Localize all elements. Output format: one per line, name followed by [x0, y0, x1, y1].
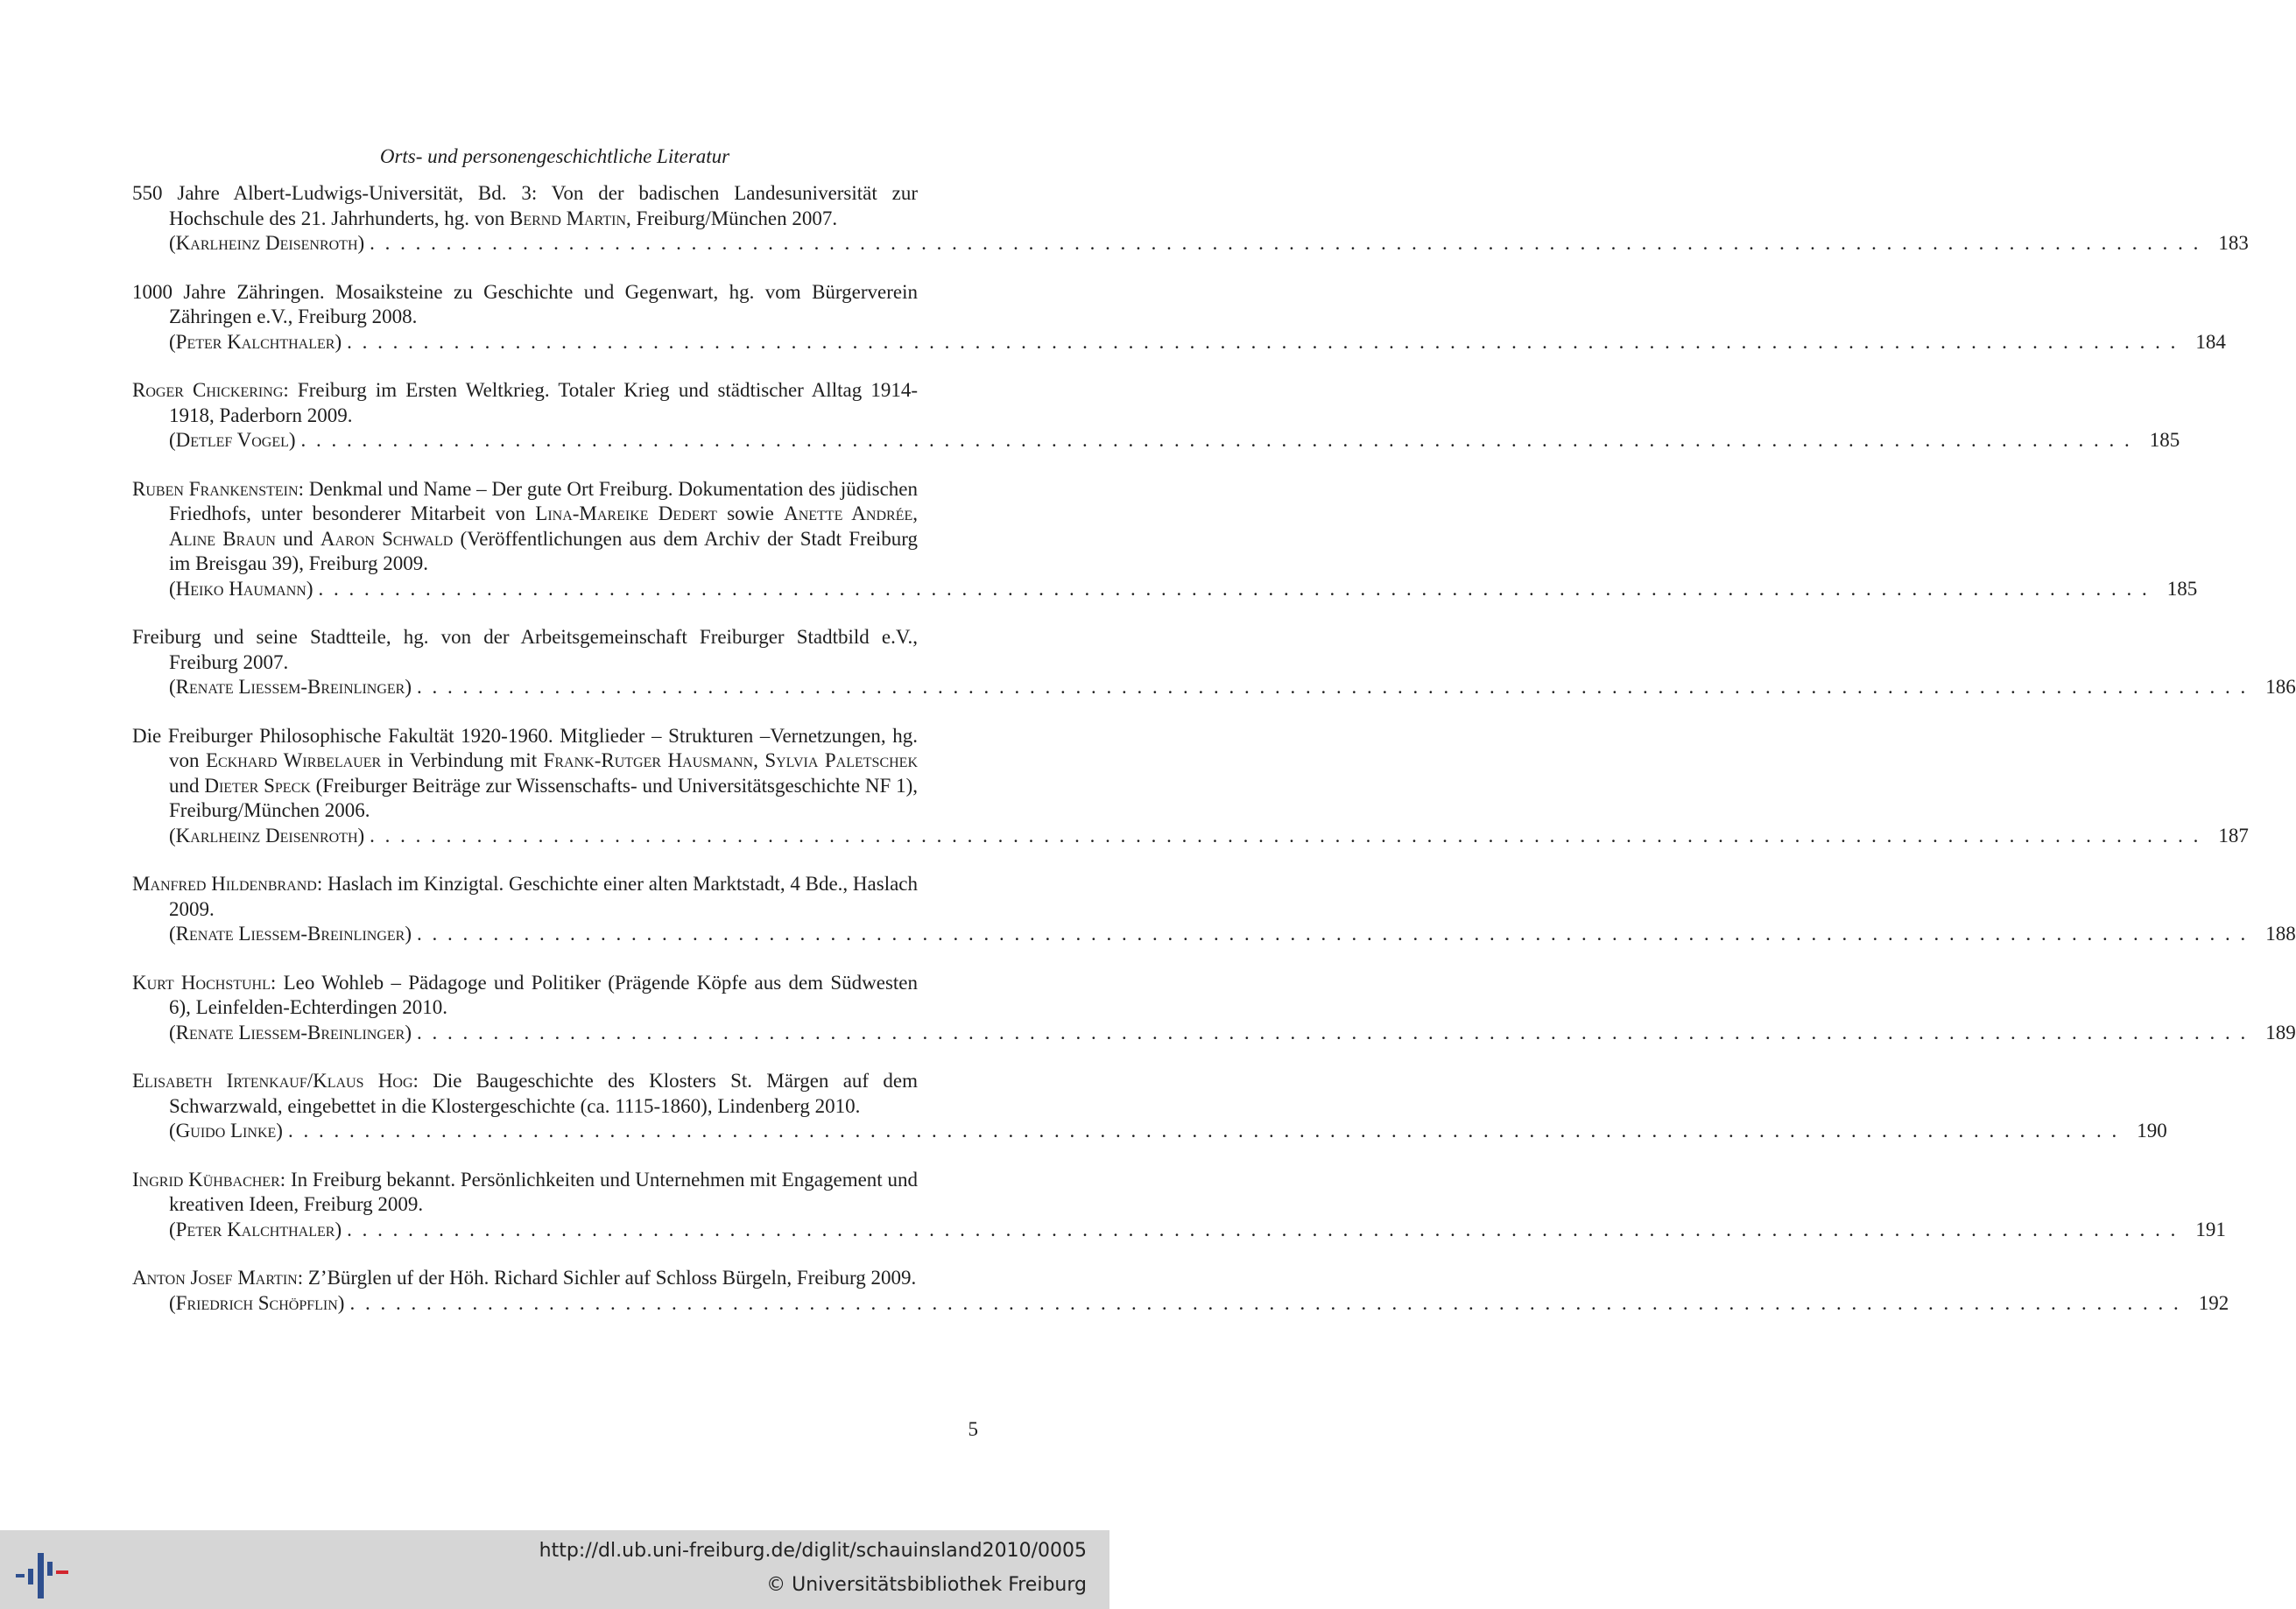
- entry-citation: [132, 1168, 918, 1218]
- page-reference: 186: [2265, 676, 2296, 698]
- review-line: [132, 1119, 2167, 1144]
- citation-text: sowie: [716, 502, 785, 524]
- reviewer-name: (Karlheinz Deisenroth): [169, 232, 365, 254]
- dot-leader: . . . . . . . . . . . . . . . . . . . . . . . . . . . . . . . . . . . . . . . . . . . . . . . . . . . . . . . . . . . . . . . . . . . . . . . . . . . . . . . . . . . . . . . . . . . . . . . . . . . . . . . . . . . . . . . . . . . . . . . .: [417, 1021, 2249, 1043]
- bibliography-list: [132, 181, 2296, 1339]
- author-name: Anton Josef Martin: [132, 1267, 298, 1289]
- author-name: Klaus Hog: [313, 1070, 413, 1092]
- reviewer-name: (Renate Liessem-Breinlinger): [169, 676, 412, 698]
- citation-text: : Die Baugeschichte des Klosters St. Märgen auf dem Schwarzwald, eingebettet in die Klostergeschichte (ca. 1115-1860), Lindenberg 2010.: [169, 1070, 918, 1117]
- bibliography-entry: [132, 477, 2198, 602]
- page-reference: 187: [2218, 824, 2249, 847]
- citation-text: , Freiburg/München 2007.: [626, 207, 838, 229]
- review-line: [132, 428, 2180, 453]
- author-name: Aaron Schwald: [320, 527, 454, 550]
- review-line: [132, 824, 2249, 849]
- citation-text: : In Freiburg bekannt. Persönlichkeiten und Unternehmen mit Engagement und kreativen Ideen, Freiburg 2009.: [169, 1168, 918, 1215]
- page-reference: 192: [2198, 1291, 2229, 1314]
- author-name: Manfred Hildenbrand: [132, 873, 317, 895]
- citation-text: : Denkmal und Name – Der gute Ort Freiburg. Dokumentation des jüdischen Friedhofs, unter besonderer Mitarbeit von: [169, 477, 918, 524]
- entry-citation: [132, 724, 918, 824]
- dot-leader: . . . . . . . . . . . . . . . . . . . . . . . . . . . . . . . . . . . . . . . . . . . . . . . . . . . . . . . . . . . . . . . . . . . . . . . . . . . . . . . . . . . . . . . . . . . . . . . . . . . . . . . . . . . . . . . . . . . . . . . .: [417, 923, 2249, 945]
- review-line: [132, 1021, 2296, 1046]
- author-name: Anette Andrée: [784, 502, 913, 524]
- entry-citation: [132, 971, 918, 1021]
- review-line: [132, 577, 2198, 602]
- reviewer-name: (Peter Kalchthaler): [169, 1218, 342, 1240]
- author-name: Dieter Speck: [204, 774, 311, 797]
- dot-leader: . . . . . . . . . . . . . . . . . . . . . . . . . . . . . . . . . . . . . . . . . . . . . . . . . . . . . . . . . . . . . . . . . . . . . . . . . . . . . . . . . . . . . . . . . . . . . . . . . . . . . . . . . . . . . . . . . . . . . . . .: [347, 330, 2179, 353]
- dot-leader: . . . . . . . . . . . . . . . . . . . . . . . . . . . . . . . . . . . . . . . . . . . . . . . . . . . . . . . . . . . . . . . . . . . . . . . . . . . . . . . . . . . . . . . . . . . . . . . . . . . . . . . . . . . . . . . . . . . . . . . .: [417, 676, 2249, 698]
- bibliography-entry: [132, 971, 2296, 1046]
- page-reference: 191: [2195, 1218, 2226, 1240]
- review-line: [132, 922, 2296, 947]
- page-reference: 184: [2195, 330, 2226, 353]
- citation-text: : Freiburg im Ersten Weltkrieg. Totaler Krieg und städtischer Alltag 1914-1918, Paderborn 2009.: [169, 379, 918, 426]
- entry-citation: [132, 625, 918, 675]
- entry-citation: [132, 1069, 918, 1119]
- reviewer-name: (Peter Kalchthaler): [169, 330, 342, 353]
- bibliography-entry: [132, 872, 2296, 947]
- dot-leader: . . . . . . . . . . . . . . . . . . . . . . . . . . . . . . . . . . . . . . . . . . . . . . . . . . . . . . . . . . . . . . . . . . . . . . . . . . . . . . . . . . . . . . . . . . . . . . . . . . . . . . . . . . . . . . . . . . . . . . . .: [349, 1291, 2181, 1314]
- reviewer-name: (Karlheinz Deisenroth): [169, 824, 365, 847]
- footer-url-link[interactable]: http://dl.ub.uni-freiburg.de/diglit/schauinsland2010/0005: [539, 1540, 1087, 1562]
- library-logo-icon: [12, 1541, 74, 1602]
- reviewer-name: (Detlef Vogel): [169, 429, 296, 451]
- citation-text: ,: [753, 749, 765, 771]
- author-name: Lina-Mareike Dedert: [535, 502, 717, 524]
- page-reference: 188: [2265, 923, 2296, 945]
- author-name: Kurt Hochstuhl: [132, 971, 271, 994]
- page-reference: 183: [2218, 232, 2249, 254]
- entry-citation: [132, 280, 918, 330]
- page-reference: 189: [2265, 1021, 2296, 1043]
- author-name: Sylvia Paletschek: [764, 749, 919, 771]
- author-name: Aline Braun: [169, 527, 276, 550]
- citation-text: Die Freiburger Philosophische Fakultät 1920-1960. Mitglieder – Strukturen –Vernetzungen, hg. von: [132, 724, 918, 771]
- page-reference: 185: [2166, 577, 2198, 600]
- bibliography-entry: [132, 181, 2249, 256]
- dot-leader: . . . . . . . . . . . . . . . . . . . . . . . . . . . . . . . . . . . . . . . . . . . . . . . . . . . . . . . . . . . . . . . . . . . . . . . . . . . . . . . . . . . . . . . . . . . . . . . . . . . . . . . . . . . . . . . . . . . . . . . .: [347, 1218, 2179, 1240]
- review-line: [132, 1218, 2226, 1243]
- citation-text: /: [306, 1070, 313, 1092]
- page-number: 5: [968, 1418, 978, 1440]
- review-line: [132, 330, 2226, 355]
- page-reference: 185: [2149, 429, 2180, 451]
- author-name: Ruben Frankenstein: [132, 477, 299, 500]
- bibliography-entry: [132, 724, 2249, 849]
- citation-text: in Verbindung mit: [381, 749, 544, 771]
- citation-text: 1000 Jahre Zähringen. Mosaiksteine zu Geschichte und Gegenwart, hg. vom Bürgerverein Zähringen e.V., Freiburg 2008.: [132, 280, 918, 327]
- author-name: Frank-Rutger Hausmann: [543, 749, 754, 771]
- review-line: [132, 675, 2296, 700]
- page-reference: 190: [2137, 1120, 2167, 1142]
- citation-text: : Z’Bürglen uf der Höh. Richard Sichler auf Schloss Bürgeln, Freiburg 2009.: [297, 1267, 917, 1289]
- dot-leader: . . . . . . . . . . . . . . . . . . . . . . . . . . . . . . . . . . . . . . . . . . . . . . . . . . . . . . . . . . . . . . . . . . . . . . . . . . . . . . . . . . . . . . . . . . . . . . . . . . . . . . . . . . . . . . . . . . . . . . . .: [318, 577, 2150, 600]
- reviewer-name: (Guido Linke): [169, 1120, 283, 1142]
- dot-leader: . . . . . . . . . . . . . . . . . . . . . . . . . . . . . . . . . . . . . . . . . . . . . . . . . . . . . . . . . . . . . . . . . . . . . . . . . . . . . . . . . . . . . . . . . . . . . . . . . . . . . . . . . . . . . . . . . . . . . . . .: [370, 824, 2201, 847]
- citation-text: ,: [912, 502, 918, 524]
- citation-text: : Leo Wohleb – Pädagoge und Politiker (Prägende Köpfe aus dem Südwesten 6), Leinfelden-Echterdingen 2010.: [169, 971, 918, 1018]
- reviewer-name: (Renate Liessem-Breinlinger): [169, 1021, 412, 1043]
- reviewer-name: (Friedrich Schöpflin): [169, 1291, 345, 1314]
- bibliography-entry: [132, 1069, 2167, 1144]
- entry-citation: [132, 1266, 918, 1291]
- dot-leader: . . . . . . . . . . . . . . . . . . . . . . . . . . . . . . . . . . . . . . . . . . . . . . . . . . . . . . . . . . . . . . . . . . . . . . . . . . . . . . . . . . . . . . . . . . . . . . . . . . . . . . . . . . . . . . . . . . . . . . . .: [370, 232, 2201, 254]
- entry-citation: [132, 477, 918, 577]
- footer-bar: [0, 1530, 1109, 1609]
- bibliography-entry: [132, 1168, 2226, 1243]
- entry-citation: [132, 872, 918, 922]
- citation-text: : Haslach im Kinzigtal. Geschichte einer alten Marktstadt, 4 Bde., Haslach 2009.: [169, 873, 919, 920]
- citation-text: und: [169, 774, 205, 797]
- review-line: [132, 231, 2249, 256]
- review-line: [132, 1291, 2229, 1317]
- entry-citation: [132, 181, 918, 231]
- citation-text: Freiburg und seine Stadtteile, hg. von der Arbeitsgemeinschaft Freiburger Stadtbild e.V., Freiburg 2007.: [132, 626, 918, 673]
- bibliography-entry: [132, 1266, 2229, 1316]
- page-header: Orts- und personengeschichtliche Literatur: [379, 145, 730, 167]
- bibliography-entry: [132, 280, 2226, 355]
- footer-copyright: © Universitätsbibliothek Freiburg: [766, 1574, 1087, 1596]
- entry-citation: [132, 378, 918, 428]
- author-name: Roger Chickering: [132, 379, 284, 401]
- dot-leader: . . . . . . . . . . . . . . . . . . . . . . . . . . . . . . . . . . . . . . . . . . . . . . . . . . . . . . . . . . . . . . . . . . . . . . . . . . . . . . . . . . . . . . . . . . . . . . . . . . . . . . . . . . . . . . . . . . . . . . . .: [300, 429, 2132, 451]
- bibliography-entry: [132, 378, 2180, 453]
- citation-text: 550 Jahre Albert-Ludwigs-Universität, Bd. 3: Von der badischen Landesuniversität zur Hochschule des 21. Jahrhunderts, hg. von: [132, 182, 918, 229]
- author-name: Ingrid Kühbacher: [132, 1168, 280, 1191]
- reviewer-name: (Renate Liessem-Breinlinger): [169, 923, 412, 945]
- bibliography-entry: [132, 625, 2296, 700]
- reviewer-name: (Heiko Haumann): [169, 577, 313, 600]
- author-name: Eckhard Wirbelauer: [206, 749, 382, 771]
- dot-leader: . . . . . . . . . . . . . . . . . . . . . . . . . . . . . . . . . . . . . . . . . . . . . . . . . . . . . . . . . . . . . . . . . . . . . . . . . . . . . . . . . . . . . . . . . . . . . . . . . . . . . . . . . . . . . . . . . . . . . . . .: [287, 1120, 2120, 1142]
- citation-text: und: [275, 527, 320, 550]
- author-name: Bernd Martin: [510, 207, 627, 229]
- author-name: Elisabeth Irtenkauf: [132, 1070, 307, 1092]
- citation-text: (Freiburger Beiträge zur Wissenschafts- und Universitätsgeschichte NF 1), Freiburg/München 2006.: [169, 774, 919, 821]
- citation-text: (Veröffentlichungen aus dem Archiv der Stadt Freiburg im Breisgau 39), Freiburg 2009.: [169, 527, 919, 574]
